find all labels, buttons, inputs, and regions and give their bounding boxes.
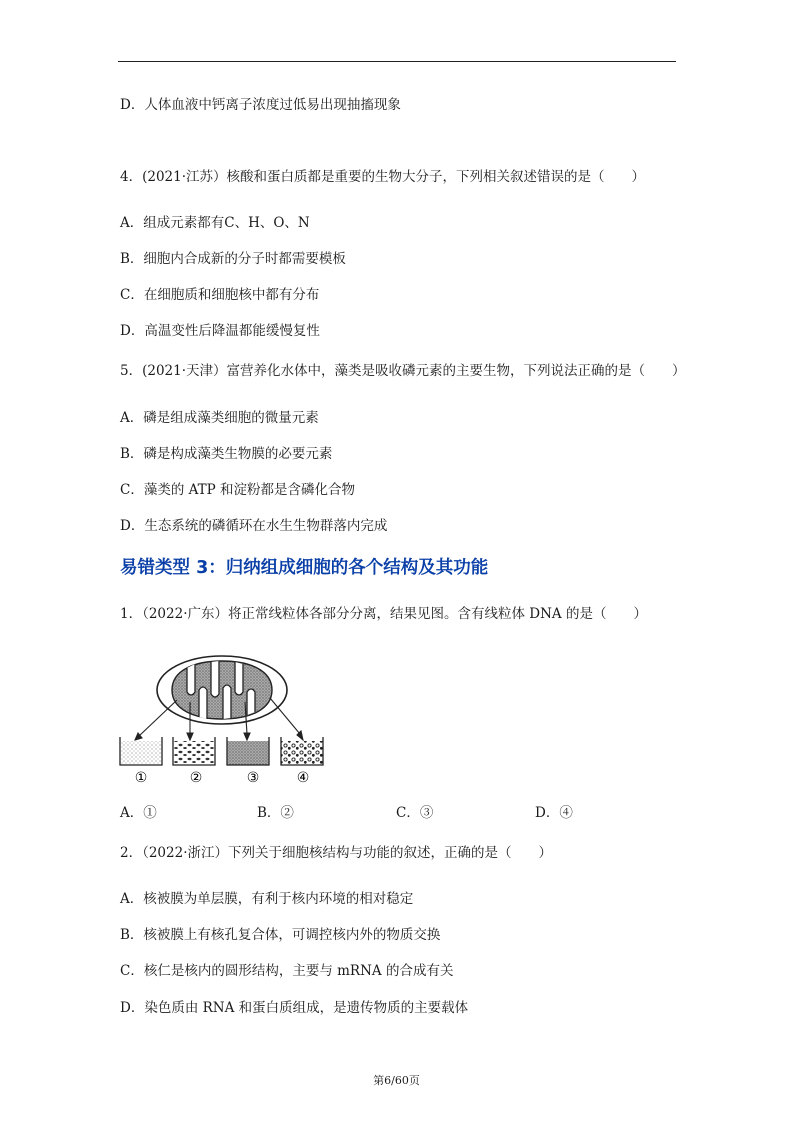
figure-label-3: ③: [246, 770, 260, 786]
s2-stem: 2．（2022·浙江）下列关于细胞核结构与功能的叙述，正确的是（ ）: [120, 845, 552, 861]
beaker-3: [227, 737, 269, 765]
header-rule: [118, 61, 676, 62]
beaker-2: [173, 737, 215, 765]
s2-option-d: D．染色质由 RNA 和蛋白质组成，是遗传物质的主要载体: [120, 1000, 469, 1016]
section-heading: 易错类型 3：归纳组成细胞的各个结构及其功能: [120, 558, 489, 578]
s1-option-c: C．③: [396, 805, 434, 821]
beaker-1: [120, 737, 162, 765]
beaker-4: [281, 737, 323, 765]
s1-option-a: A．①: [120, 805, 157, 821]
q5-option-b: B．磷是构成藻类生物膜的必要元素: [120, 446, 333, 462]
q4-option-d: D．高温变性后降温都能缓慢复性: [120, 323, 320, 339]
figure-label-4: ④: [296, 770, 310, 786]
q5-stem: 5．(2021·天津）富营养化水体中，藻类是吸收磷元素的主要生物，下列说法正确的是（ ）: [120, 363, 686, 379]
s2-option-c: C．核仁是核内的圆形结构，主要与 mRNA 的合成有关: [120, 963, 454, 979]
mitochondria-fractionation-figure: [115, 652, 330, 790]
q5-option-c: C．藻类的 ATP 和淀粉都是含磷化合物: [120, 482, 356, 498]
s2-option-b: B．核被膜上有核孔复合体，可调控核内外的物质交换: [120, 927, 441, 943]
q4-stem: 4．(2021·江苏）核酸和蛋白质都是重要的生物大分子，下列相关叙述错误的是（ ）: [120, 169, 646, 185]
s2-option-a: A．核被膜为单层膜，有利于核内环境的相对稳定: [120, 891, 414, 907]
q4-option-a: A．组成元素都有C、H、O、N: [120, 215, 310, 231]
s1-option-d: D．④: [535, 805, 573, 821]
page-number: 第6/60页: [373, 1074, 420, 1087]
s1-stem: 1．（2022·广东）将正常线粒体各部分分离，结果见图。含有线粒体 DNA 的是（ ）: [120, 606, 647, 622]
q5-option-d: D．生态系统的磷循环在水生生物群落内完成: [120, 518, 388, 534]
prev-question-option-d: D．人体血液中钙离子浓度过低易出现抽搐现象: [120, 97, 401, 113]
figure-label-2: ②: [189, 770, 203, 786]
figure-label-1: ①: [134, 770, 148, 786]
cristae-top: [187, 661, 243, 697]
q5-option-a: A．磷是组成藻类细胞的微量元素: [120, 410, 319, 426]
q4-option-c: C．在细胞质和细胞核中都有分布: [120, 287, 320, 303]
q4-option-b: B．细胞内合成新的分子时都需要模板: [120, 251, 346, 267]
mitochondria-diagram: [115, 652, 330, 786]
s1-option-b: B．②: [257, 805, 294, 821]
